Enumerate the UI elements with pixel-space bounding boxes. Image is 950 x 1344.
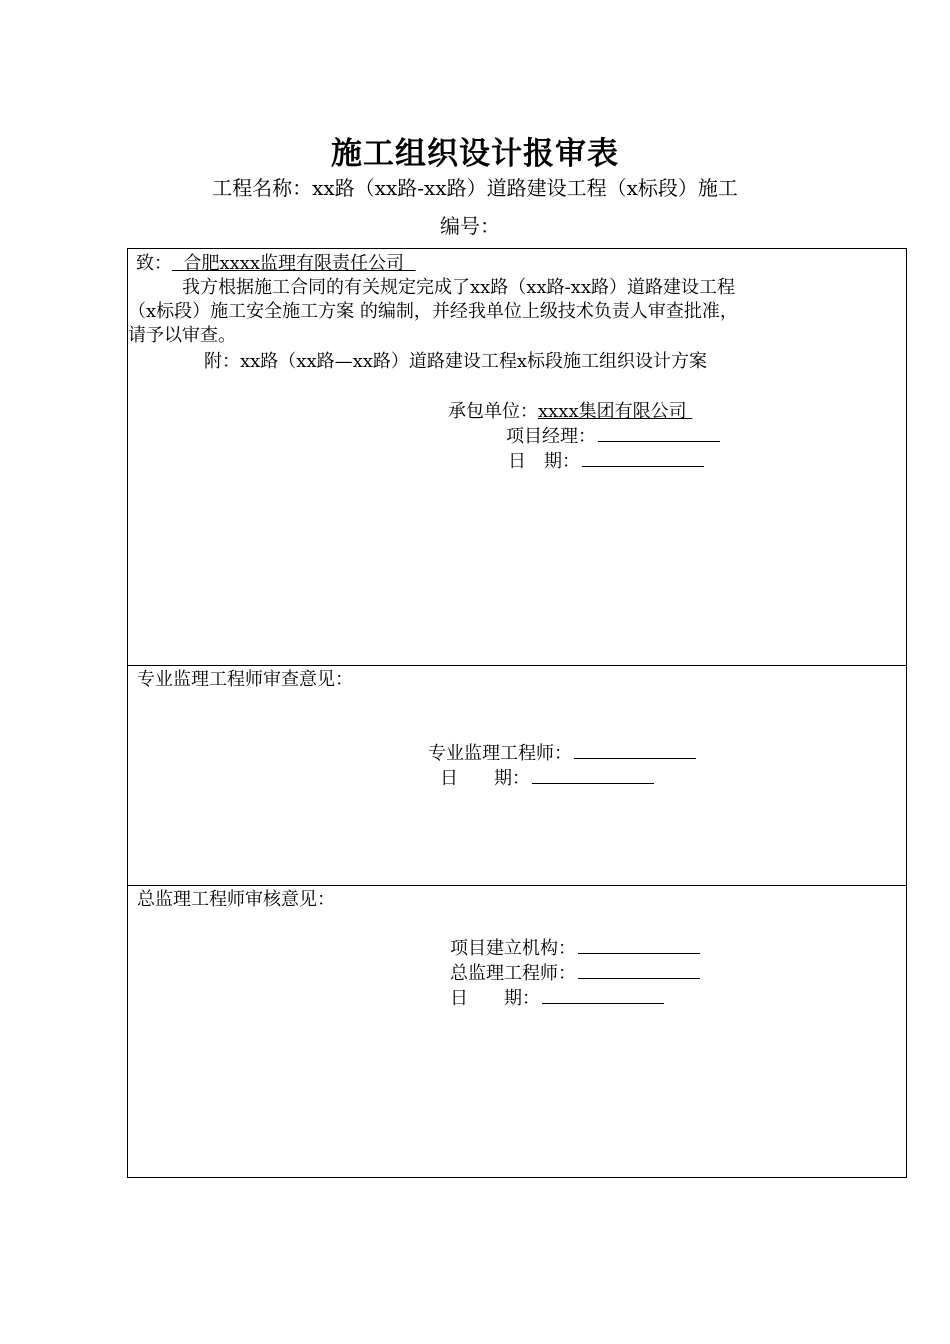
project-manager-line — [506, 425, 720, 449]
contractor-date-line — [508, 450, 704, 474]
project-manager-label: 项目经理： — [506, 426, 596, 447]
specialist-date-label: 日 期： — [440, 768, 530, 789]
chief-review-heading: 总监理工程师审核意见： — [137, 889, 335, 910]
document-number-label: 编号： — [440, 214, 500, 238]
chief-engineer-label: 总监理工程师： — [450, 963, 576, 984]
chief-date-label: 日 期： — [450, 988, 540, 1009]
recipient-label: 致： — [136, 253, 172, 274]
project-org-line — [450, 937, 700, 961]
chief-engineer-line — [450, 962, 700, 986]
contractor-date-blank[interactable] — [582, 450, 704, 467]
attachment-line: 附：xx路（xx路—xx路）道路建设工程x标段施工组织设计方案 — [204, 351, 708, 372]
form-title: 施工组织设计报审表 — [331, 136, 619, 172]
specialist-date-line — [440, 767, 654, 791]
body-line-3: 请予以审查。 — [128, 325, 236, 346]
specialist-engineer-signature-blank[interactable] — [574, 742, 696, 759]
contractor-date-label: 日 期： — [508, 451, 580, 472]
specialist-engineer-label: 专业监理工程师： — [428, 743, 572, 764]
specialist-review-heading: 专业监理工程师审查意见： — [137, 669, 353, 690]
contractor-line — [448, 400, 692, 424]
contractor-value: xxxx集团有限公司 — [538, 401, 687, 422]
review-form-table — [127, 248, 907, 1178]
section-divider-1 — [128, 665, 906, 666]
chief-engineer-signature-blank[interactable] — [578, 962, 700, 979]
section-divider-2 — [128, 885, 906, 886]
project-org-label: 项目建立机构： — [450, 938, 576, 959]
project-manager-signature-blank[interactable] — [598, 425, 720, 442]
specialist-engineer-line — [428, 742, 696, 766]
chief-date-line — [450, 987, 664, 1011]
chief-date-blank[interactable] — [542, 987, 664, 1004]
project-name-line: 工程名称：xx路（xx路-xx路）道路建设工程（x标段）施工 — [212, 176, 738, 200]
body-line-2: （x标段）施工安全施工方案 的编制，并经我单位上级技术负责人审查批准， — [128, 301, 738, 322]
body-line-1: 我方根据施工合同的有关规定完成了xx路（xx路-xx路）道路建设工程 — [182, 277, 735, 298]
contractor-label: 承包单位： — [448, 401, 538, 422]
specialist-date-blank[interactable] — [532, 767, 654, 784]
project-org-signature-blank[interactable] — [578, 937, 700, 954]
recipient-line — [136, 252, 416, 276]
recipient-value: 合肥xxxx监理有限责任公司 — [183, 253, 405, 274]
